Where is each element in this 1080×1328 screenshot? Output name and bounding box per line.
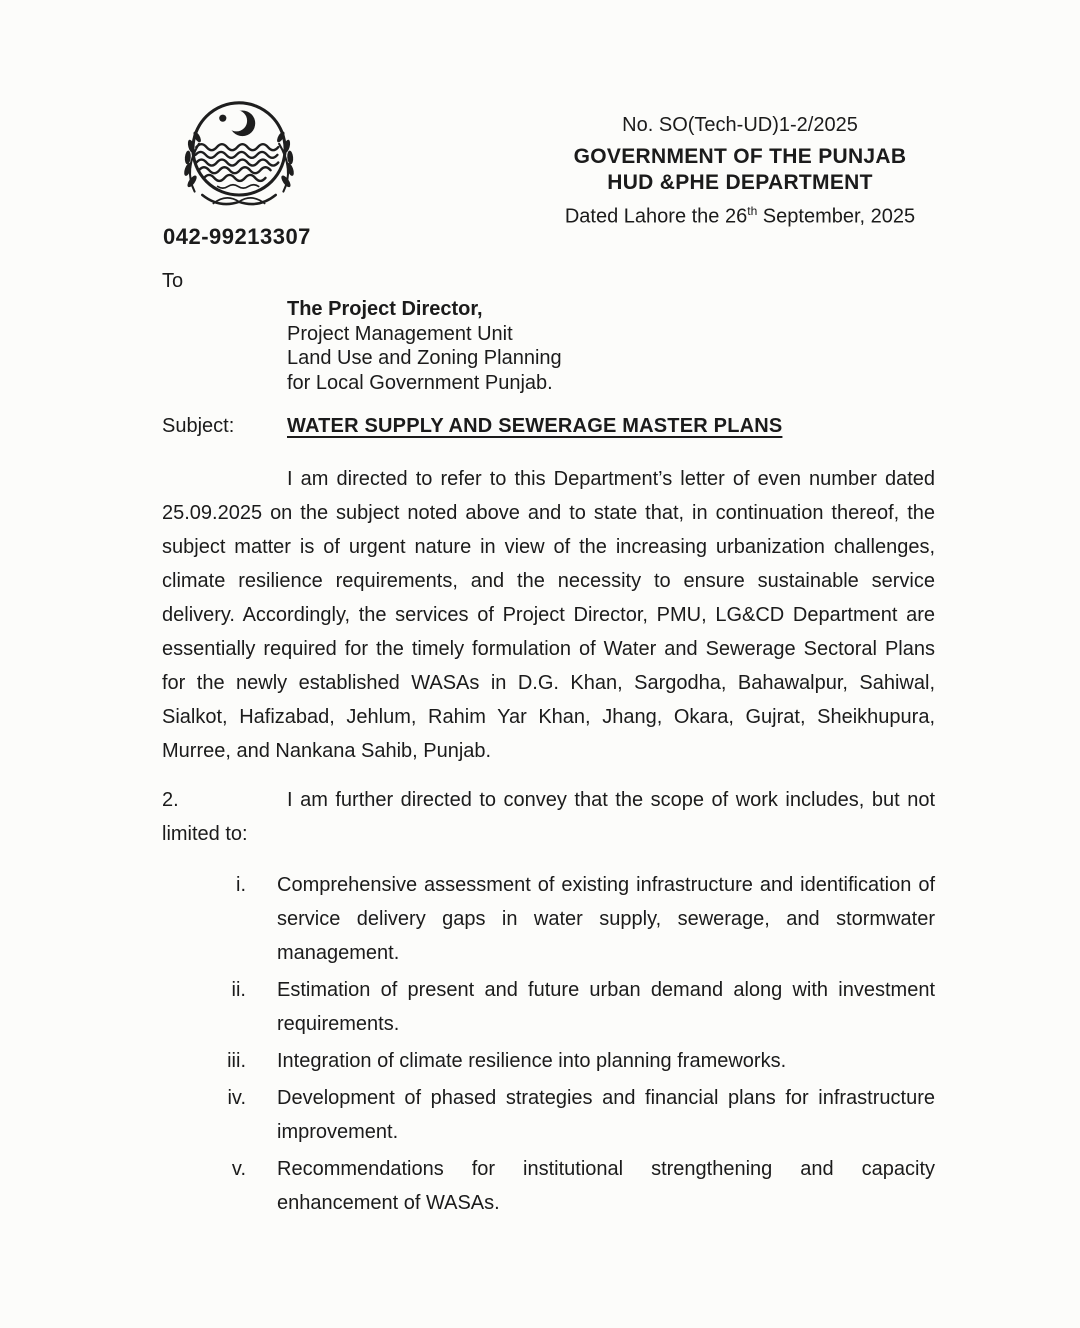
scope-item-numeral: iii. <box>227 1050 246 1072</box>
office-phone-number: 042-99213307 <box>163 224 311 249</box>
body-paragraph-1: I am directed to refer to this Department’s letter of even number dated 25.09.2025 on the subject noted above and to state that, in continuation thereof, the subject matter is of urgent nature in view of the increasing urbanization challenges, climate resilience requirements, and the necessity to ensure sustainable service delivery. Accordingly, the services of Project Director, PMU, LG&CD Department are essentially required for the timely formulation of Water and Sewerage Sectoral Plans for the newly established WASAs in D.G. Khan, Sargodha, Bahawalpur, Sahiwal, Sialkot, Hafizabad, Jehlum, Rahim Yar Khan, Jhang, Okara, Gujrat, Sheikhupura, Murree, and Nankana Sahib, Punjab. <box>162 468 935 762</box>
scope-item-text: Recommendations for institutional strengthening and capacity enhancement of WASAs. <box>277 1158 935 1214</box>
scope-of-work-list <box>162 868 935 1220</box>
reference-number: No. SO(Tech-UD)1-2/2025 <box>622 114 858 136</box>
scope-item <box>162 1044 935 1078</box>
scope-item-text: Integration of climate resilience into planning frameworks. <box>277 1050 787 1072</box>
punjab-crest-logo <box>160 96 318 224</box>
paragraph-2-number: 2. <box>162 789 179 811</box>
recipient-address-block <box>287 297 935 395</box>
recipient-address-line: Project Management Unit <box>287 322 513 345</box>
scope-item-numeral: v. <box>231 1158 246 1180</box>
recipient-address-line: for Local Government Punjab. <box>287 371 553 394</box>
scope-item <box>162 1152 935 1220</box>
recipient-salutation: To <box>162 270 184 292</box>
scope-item <box>162 973 935 1041</box>
government-title: GOVERNMENT OF THE PUNJAB <box>573 145 907 168</box>
scope-item-numeral: ii. <box>231 979 246 1001</box>
subject-row <box>162 415 935 438</box>
scope-item-text: Comprehensive assessment of existing infrastructure and identification of service delivery gaps in water supply, sewerage, and stormwater management. <box>277 874 935 964</box>
letter-date: Dated Lahore the 26th September, 2025 <box>564 204 916 228</box>
scope-item-numeral: iv. <box>227 1087 246 1109</box>
body-paragraph-2 <box>162 783 935 851</box>
paragraph-2-text: I am further directed to convey that the scope of work includes, but not limited to: <box>162 789 935 845</box>
scope-item-text: Estimation of present and future urban demand along with investment requirements. <box>277 979 935 1035</box>
subject-label: Subject: <box>162 415 235 437</box>
recipient-address-line: Land Use and Zoning Planning <box>287 347 562 369</box>
letterhead-right-block <box>540 114 940 229</box>
scope-item-numeral: i. <box>236 874 246 896</box>
letter-body <box>162 270 935 1223</box>
date-ordinal-suffix: th <box>747 204 758 218</box>
scope-item-text: Development of phased strategies and financial plans for infrastructure improvement. <box>277 1087 935 1143</box>
recipient-name: The Project Director, <box>287 298 483 320</box>
subject-title: WATER SUPPLY AND SEWERAGE MASTER PLANS <box>287 415 783 437</box>
department-title: HUD &PHE DEPARTMENT <box>607 171 873 194</box>
scope-item <box>162 1081 935 1149</box>
scope-item <box>162 868 935 970</box>
